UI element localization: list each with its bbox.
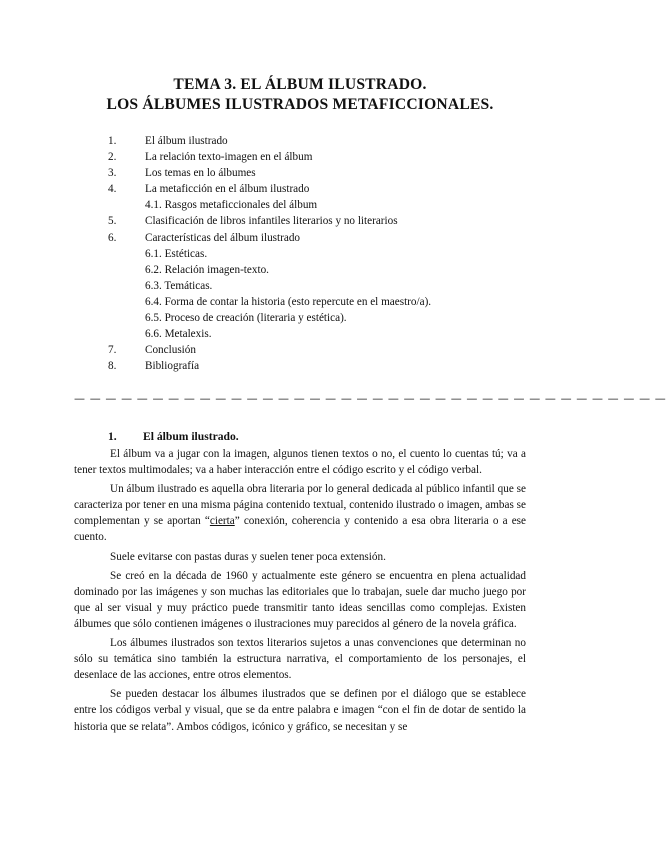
- toc-item-number: 6.: [108, 231, 117, 244]
- toc-item-text: Bibliografía: [145, 360, 200, 373]
- toc-item-number: 7.: [108, 344, 117, 357]
- paragraph: El álbum va a jugar con la imagen, algunos tienen textos o no, el cuento lo cuentas tú; va a tener textos multimodales; va a haber interacción entre el código escrito y el código verbal.: [74, 448, 526, 477]
- toc-subitem: [108, 197, 548, 213]
- toc-subitem: [108, 310, 548, 326]
- document-title-line2: LOS ÁLBUMES ILUSTRADOS METAFICCIONALES.: [106, 96, 494, 113]
- paragraph: Se pueden destacar los álbumes ilustrados que se definen por el diálogo que se establece entre los códigos verbal y visual, que se da entre palabra e imagen “con el fin de dotar de sentido la historia que se relata”. Ambos códigos, icónico y gráfico, se necesitan y se: [74, 688, 526, 733]
- toc-item-text: 6.6. Metalexis.: [145, 328, 212, 341]
- toc-item: [108, 149, 548, 165]
- toc-item-number: 5.: [108, 215, 117, 228]
- toc-item-text: Características del álbum ilustrado: [145, 231, 301, 244]
- toc-item-number: 3.: [108, 167, 117, 180]
- toc-item-number: 4.: [108, 183, 117, 196]
- toc-item-text: 6.1. Estéticas.: [145, 247, 208, 260]
- toc-item-text: La relación texto-imagen en el álbum: [145, 151, 313, 164]
- toc-item-number: 1.: [108, 135, 117, 147]
- toc-item-text: 6.2. Relación imagen-texto.: [145, 263, 269, 276]
- paragraph-text: Un álbum ilustrado es aquella obra literaria por lo general dedicada al público infantil que se caracteriza por tener en una misma página contenido textual, contenido ilustrado o imagen, ambas se complementan y se aportan “: [74, 483, 526, 528]
- toc-item: [108, 358, 548, 374]
- toc-item-text: 6.5. Proceso de creación (literaria y estética).: [145, 312, 347, 325]
- toc-item: [108, 342, 548, 358]
- paragraph-text: ” conexión, coherencia y contenido a esa obra literaria o a ese cuento.: [74, 515, 526, 544]
- toc-item-text: Conclusión: [145, 344, 196, 357]
- toc-item: [108, 230, 548, 246]
- table-of-contents: [108, 133, 548, 374]
- toc-subitem: [108, 294, 548, 310]
- toc-item-text: Clasificación de libros infantiles literarios y no literarios: [145, 215, 398, 228]
- underlined-word: cierta: [209, 515, 235, 528]
- paragraph: Se creó en la década de 1960 y actualmente este género se encuentra en plena actualidad dominado por las imágenes y son muchas las editoriales que lo trabajan, suele dar mucho juego por que al ser visual y muy práctico puede transmitir tanto ideas sencillas como complejas. Existen álbumes que sólo contienen imágenes o ilustraciones muy parecidos al género de la novela gráfica.: [74, 569, 526, 630]
- toc-item-text: Los temas en lo álbumes: [145, 167, 256, 180]
- toc-subitem: [108, 246, 548, 262]
- document-title-line1: TEMA 3. EL ÁLBUM ILUSTRADO.: [173, 76, 427, 93]
- toc-item: [108, 165, 548, 181]
- toc-item-text: El álbum ilustrado: [145, 135, 228, 147]
- toc-item-text: 4.1. Rasgos metaficcionales del álbum: [145, 199, 318, 212]
- paragraph: Los álbumes ilustrados son textos literarios sujetos a unas convenciones que determinan no sólo su temática sino también la estructura narrativa, el comportamiento de los personajes, el desenlace de las acciones, entre otros elementos.: [74, 637, 526, 682]
- paragraph: Suele evitarse con pastas duras y suelen tener poca extensión.: [110, 550, 386, 563]
- paragraph: [74, 481, 526, 545]
- section-divider: — — — — — — — — — — — — — — — — — — — — — — — — — — — — — — — — — — — — — —: [74, 392, 666, 405]
- toc-item-number: 8.: [108, 360, 117, 373]
- section-body: [74, 446, 526, 735]
- toc-subitem: [108, 262, 548, 278]
- toc-item: [108, 213, 548, 229]
- toc-item: [108, 181, 548, 197]
- toc-item-number: 2.: [108, 151, 117, 164]
- toc-subitem: [108, 326, 548, 342]
- toc-subitem: [108, 278, 548, 294]
- section-title: El álbum ilustrado.: [143, 430, 239, 443]
- toc-item: [108, 133, 548, 149]
- toc-item-text: 6.4. Forma de contar la historia (esto repercute en el maestro/a).: [145, 295, 432, 308]
- toc-item-text: 6.3. Temáticas.: [145, 279, 213, 292]
- toc-item-text: La metaficción en el álbum ilustrado: [145, 183, 310, 196]
- section-number: 1.: [108, 430, 117, 443]
